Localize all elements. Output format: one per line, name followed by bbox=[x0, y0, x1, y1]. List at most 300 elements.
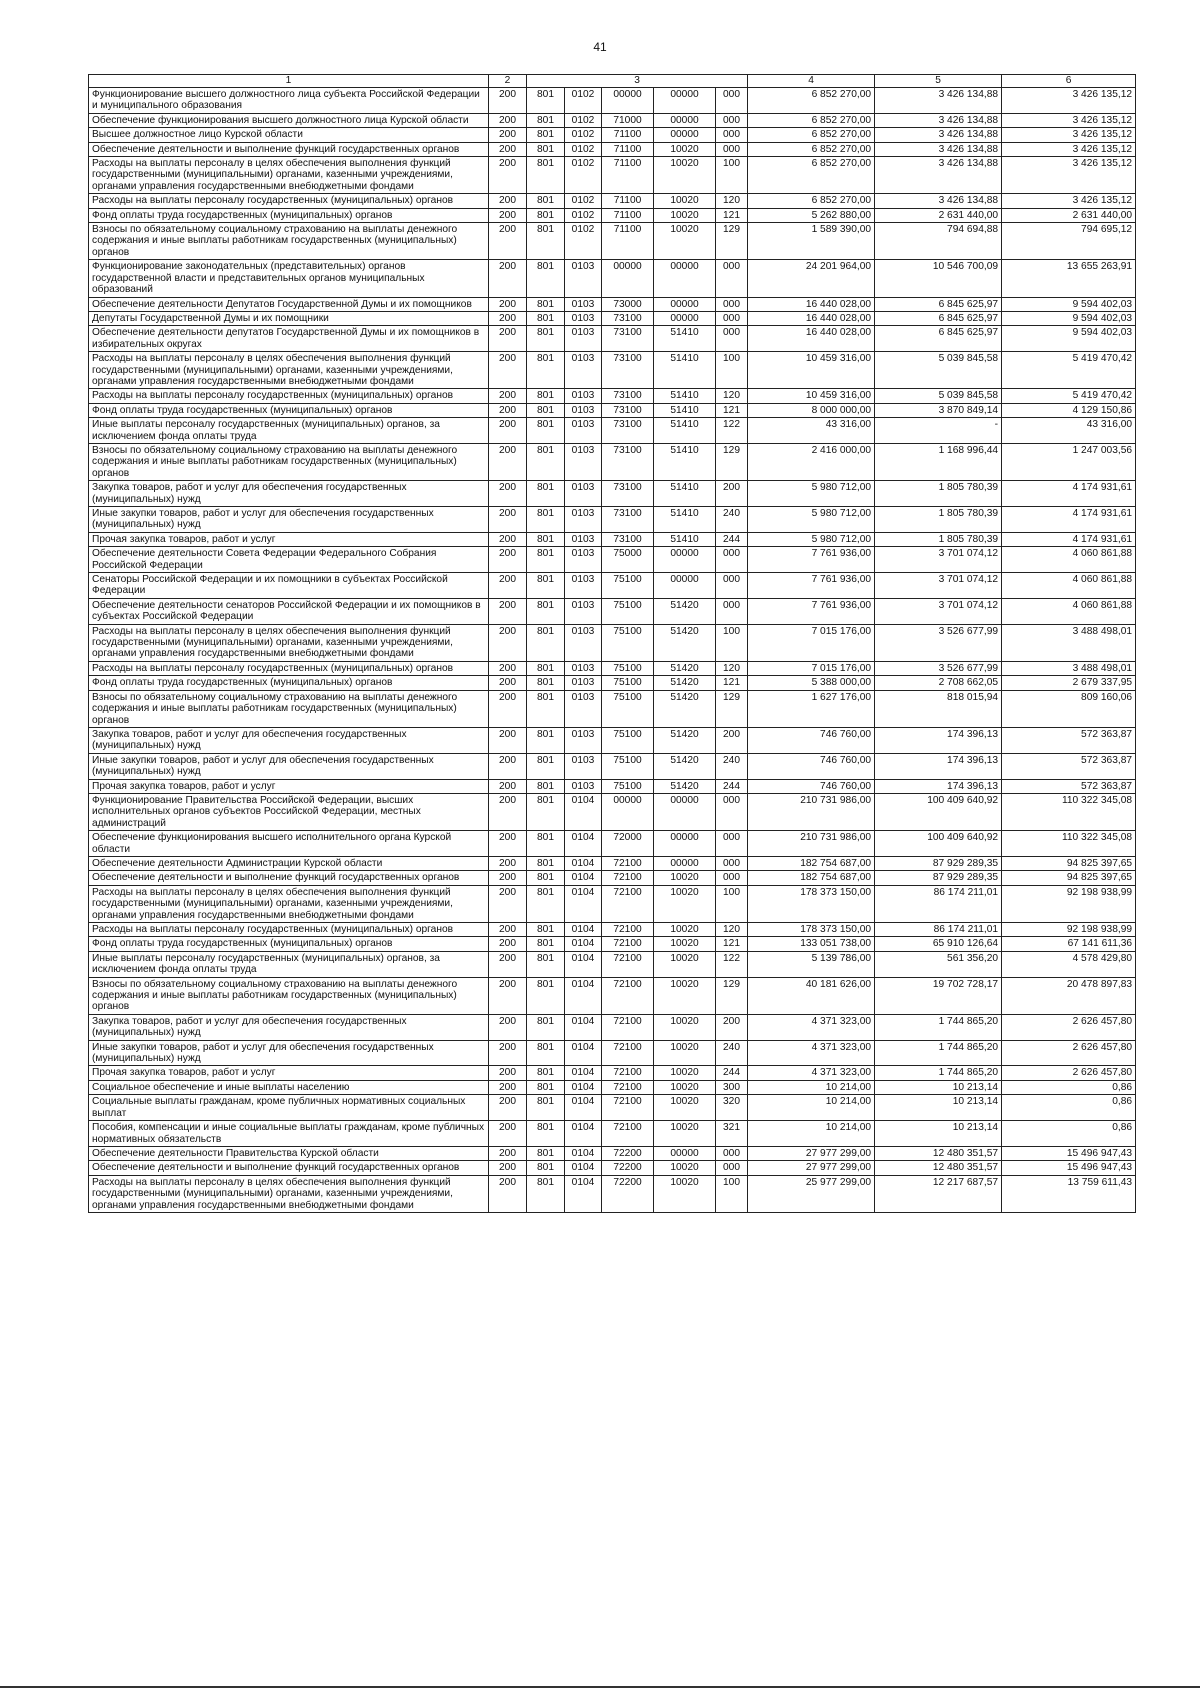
row-code-rz: 0102 bbox=[565, 208, 602, 222]
row-code-rz: 0103 bbox=[565, 403, 602, 417]
row-code-target-1: 72100 bbox=[602, 1080, 654, 1094]
row-code-target-2: 51410 bbox=[654, 443, 716, 480]
row-name: Закупка товаров, работ и услуг для обеспечения государственных (муниципальных) нужд bbox=[89, 1014, 489, 1040]
row-name: Обеспечение деятельности Депутатов Государственной Думы и их помощников bbox=[89, 297, 489, 311]
row-code-ved: 801 bbox=[527, 831, 565, 857]
row-value-5: 3 426 134,88 bbox=[875, 194, 1002, 208]
row-code-vr: 000 bbox=[716, 88, 748, 114]
row-value-6: 4 578 429,80 bbox=[1002, 951, 1136, 977]
row-code-rz: 0103 bbox=[565, 573, 602, 599]
row-code-ved: 801 bbox=[527, 297, 565, 311]
row-code-target-1: 75100 bbox=[602, 573, 654, 599]
row-code-rz: 0104 bbox=[565, 1161, 602, 1175]
row-code-grbs: 200 bbox=[489, 753, 527, 779]
row-code-grbs: 200 bbox=[489, 403, 527, 417]
row-name: Расходы на выплаты персоналу в целях обеспечения выполнения функций государственными (муниципальными) органами, казенными учреждениями, органами управления государственными внебюджетными фондами bbox=[89, 624, 489, 661]
row-name: Расходы на выплаты персоналу государственных (муниципальных) органов bbox=[89, 923, 489, 937]
row-code-ved: 801 bbox=[527, 352, 565, 389]
table-row bbox=[89, 624, 1136, 661]
row-value-6: 794 695,12 bbox=[1002, 223, 1136, 260]
row-code-grbs: 200 bbox=[489, 223, 527, 260]
row-code-ved: 801 bbox=[527, 1066, 565, 1080]
row-value-4: 10 214,00 bbox=[748, 1095, 875, 1121]
row-code-vr: 129 bbox=[716, 977, 748, 1014]
row-value-6: 9 594 402,03 bbox=[1002, 311, 1136, 325]
row-code-target-2: 00000 bbox=[654, 311, 716, 325]
row-name: Обеспечение деятельности Администрации Курской области bbox=[89, 856, 489, 870]
row-name: Социальное обеспечение и иные выплаты населению bbox=[89, 1080, 489, 1094]
row-name: Закупка товаров, работ и услуг для обеспечения государственных (муниципальных) нужд bbox=[89, 481, 489, 507]
header-col-6: 6 bbox=[1002, 75, 1136, 88]
table-row bbox=[89, 443, 1136, 480]
row-code-target-2: 51410 bbox=[654, 326, 716, 352]
row-value-5: 3 701 074,12 bbox=[875, 573, 1002, 599]
row-code-ved: 801 bbox=[527, 856, 565, 870]
row-code-ved: 801 bbox=[527, 753, 565, 779]
row-code-rz: 0104 bbox=[565, 793, 602, 830]
row-code-grbs: 200 bbox=[489, 1014, 527, 1040]
row-code-target-1: 73100 bbox=[602, 507, 654, 533]
row-code-target-1: 72100 bbox=[602, 923, 654, 937]
row-code-grbs: 200 bbox=[489, 573, 527, 599]
row-code-vr: 120 bbox=[716, 194, 748, 208]
row-value-4: 43 316,00 bbox=[748, 418, 875, 444]
row-value-6: 572 363,87 bbox=[1002, 727, 1136, 753]
row-code-target-2: 10020 bbox=[654, 157, 716, 194]
row-value-6: 2 631 440,00 bbox=[1002, 208, 1136, 222]
row-code-target-1: 71100 bbox=[602, 142, 654, 156]
row-code-rz: 0103 bbox=[565, 443, 602, 480]
row-code-ved: 801 bbox=[527, 624, 565, 661]
row-code-vr: 000 bbox=[716, 598, 748, 624]
row-code-rz: 0102 bbox=[565, 128, 602, 142]
row-code-rz: 0102 bbox=[565, 194, 602, 208]
row-value-4: 7 015 176,00 bbox=[748, 661, 875, 675]
row-code-grbs: 200 bbox=[489, 1095, 527, 1121]
row-code-target-1: 73100 bbox=[602, 418, 654, 444]
row-value-4: 5 980 712,00 bbox=[748, 532, 875, 546]
header-row bbox=[89, 75, 1136, 88]
row-name: Иные выплаты персоналу государственных (муниципальных) органов, за исключением фонда оплаты труда bbox=[89, 951, 489, 977]
row-code-rz: 0104 bbox=[565, 1146, 602, 1160]
row-code-grbs: 200 bbox=[489, 260, 527, 297]
row-code-target-2: 51420 bbox=[654, 779, 716, 793]
row-code-grbs: 200 bbox=[489, 937, 527, 951]
row-name: Прочая закупка товаров, работ и услуг bbox=[89, 1066, 489, 1080]
row-value-4: 1 589 390,00 bbox=[748, 223, 875, 260]
row-code-target-2: 00000 bbox=[654, 856, 716, 870]
row-code-rz: 0104 bbox=[565, 1121, 602, 1147]
row-value-5: 1 805 780,39 bbox=[875, 507, 1002, 533]
row-code-rz: 0104 bbox=[565, 1014, 602, 1040]
row-code-target-2: 10020 bbox=[654, 1161, 716, 1175]
row-code-grbs: 200 bbox=[489, 871, 527, 885]
row-value-6: 3 488 498,01 bbox=[1002, 624, 1136, 661]
row-value-4: 40 181 626,00 bbox=[748, 977, 875, 1014]
row-code-target-1: 73100 bbox=[602, 403, 654, 417]
row-code-grbs: 200 bbox=[489, 532, 527, 546]
row-code-grbs: 200 bbox=[489, 1080, 527, 1094]
row-value-6: 2 626 457,80 bbox=[1002, 1014, 1136, 1040]
row-code-ved: 801 bbox=[527, 260, 565, 297]
row-name: Расходы на выплаты персоналу в целях обеспечения выполнения функций государственными (муниципальными) органами, казенными учреждениями, органами управления государственными внебюджетными фондами bbox=[89, 157, 489, 194]
row-code-target-2: 51420 bbox=[654, 661, 716, 675]
row-code-ved: 801 bbox=[527, 326, 565, 352]
row-code-ved: 801 bbox=[527, 690, 565, 727]
row-code-grbs: 200 bbox=[489, 128, 527, 142]
row-value-5: 561 356,20 bbox=[875, 951, 1002, 977]
row-code-target-2: 51410 bbox=[654, 507, 716, 533]
row-code-grbs: 200 bbox=[489, 885, 527, 922]
row-name: Сенаторы Российской Федерации и их помощники в субъектах Российской Федерации bbox=[89, 573, 489, 599]
row-value-6: 13 759 611,43 bbox=[1002, 1175, 1136, 1212]
row-value-6: 0,86 bbox=[1002, 1095, 1136, 1121]
table-body bbox=[89, 88, 1136, 1213]
row-name: Фонд оплаты труда государственных (муниципальных) органов bbox=[89, 937, 489, 951]
row-code-target-2: 51410 bbox=[654, 532, 716, 546]
row-code-vr: 100 bbox=[716, 1175, 748, 1212]
row-code-grbs: 200 bbox=[489, 1146, 527, 1160]
row-code-target-2: 10020 bbox=[654, 937, 716, 951]
row-code-target-2: 00000 bbox=[654, 113, 716, 127]
row-code-ved: 801 bbox=[527, 1146, 565, 1160]
row-value-6: 9 594 402,03 bbox=[1002, 297, 1136, 311]
row-code-grbs: 200 bbox=[489, 831, 527, 857]
row-value-5: 100 409 640,92 bbox=[875, 831, 1002, 857]
row-value-5: 5 039 845,58 bbox=[875, 352, 1002, 389]
row-value-6: 1 247 003,56 bbox=[1002, 443, 1136, 480]
table-row bbox=[89, 1080, 1136, 1094]
row-name: Обеспечение деятельности депутатов Государственной Думы и их помощников в избирательных округах bbox=[89, 326, 489, 352]
row-value-6: 15 496 947,43 bbox=[1002, 1146, 1136, 1160]
row-value-6: 9 594 402,03 bbox=[1002, 326, 1136, 352]
row-code-rz: 0103 bbox=[565, 352, 602, 389]
table-row bbox=[89, 937, 1136, 951]
row-code-target-1: 75100 bbox=[602, 690, 654, 727]
row-code-rz: 0104 bbox=[565, 1066, 602, 1080]
row-value-6: 2 626 457,80 bbox=[1002, 1066, 1136, 1080]
row-value-5: 2 631 440,00 bbox=[875, 208, 1002, 222]
row-code-grbs: 200 bbox=[489, 793, 527, 830]
row-code-vr: 244 bbox=[716, 532, 748, 546]
row-code-target-1: 72100 bbox=[602, 856, 654, 870]
row-value-6: 43 316,00 bbox=[1002, 418, 1136, 444]
row-value-4: 210 731 986,00 bbox=[748, 831, 875, 857]
row-code-target-2: 00000 bbox=[654, 831, 716, 857]
row-value-4: 10 459 316,00 bbox=[748, 352, 875, 389]
row-code-ved: 801 bbox=[527, 661, 565, 675]
row-name: Пособия, компенсации и иные социальные выплаты гражданам, кроме публичных нормативных обязательств bbox=[89, 1121, 489, 1147]
row-code-target-1: 73100 bbox=[602, 532, 654, 546]
row-code-rz: 0102 bbox=[565, 88, 602, 114]
row-value-4: 4 371 323,00 bbox=[748, 1066, 875, 1080]
row-value-5: 65 910 126,64 bbox=[875, 937, 1002, 951]
row-code-ved: 801 bbox=[527, 1121, 565, 1147]
row-code-grbs: 200 bbox=[489, 661, 527, 675]
row-code-target-2: 10020 bbox=[654, 871, 716, 885]
row-name: Фонд оплаты труда государственных (муниципальных) органов bbox=[89, 403, 489, 417]
row-code-target-2: 00000 bbox=[654, 128, 716, 142]
row-name: Взносы по обязательному социальному страхованию на выплаты денежного содержания и иные выплаты работникам государственных (муниципальных) органов bbox=[89, 223, 489, 260]
row-value-6: 3 488 498,01 bbox=[1002, 661, 1136, 675]
header-col-3: 3 bbox=[527, 75, 748, 88]
row-code-ved: 801 bbox=[527, 113, 565, 127]
table-row bbox=[89, 208, 1136, 222]
row-code-vr: 000 bbox=[716, 113, 748, 127]
row-value-6: 67 141 611,36 bbox=[1002, 937, 1136, 951]
row-code-ved: 801 bbox=[527, 1080, 565, 1094]
budget-table-container bbox=[88, 74, 1135, 1213]
row-value-6: 4 129 150,86 bbox=[1002, 403, 1136, 417]
row-value-6: 572 363,87 bbox=[1002, 779, 1136, 793]
table-row bbox=[89, 690, 1136, 727]
row-name: Закупка товаров, работ и услуг для обеспечения государственных (муниципальных) нужд bbox=[89, 727, 489, 753]
row-value-6: 92 198 938,99 bbox=[1002, 923, 1136, 937]
row-value-5: 3 426 134,88 bbox=[875, 128, 1002, 142]
row-code-rz: 0102 bbox=[565, 142, 602, 156]
row-code-ved: 801 bbox=[527, 1040, 565, 1066]
row-name: Взносы по обязательному социальному страхованию на выплаты денежного содержания и иные выплаты работникам государственных (муниципальных) органов bbox=[89, 443, 489, 480]
row-code-ved: 801 bbox=[527, 507, 565, 533]
row-code-target-1: 73100 bbox=[602, 481, 654, 507]
row-value-4: 7 015 176,00 bbox=[748, 624, 875, 661]
row-code-vr: 100 bbox=[716, 624, 748, 661]
row-code-target-2: 51410 bbox=[654, 403, 716, 417]
row-code-target-2: 10020 bbox=[654, 1121, 716, 1147]
row-value-6: 5 419 470,42 bbox=[1002, 352, 1136, 389]
row-code-rz: 0103 bbox=[565, 311, 602, 325]
row-value-5: 3 426 134,88 bbox=[875, 113, 1002, 127]
row-code-grbs: 200 bbox=[489, 157, 527, 194]
row-value-4: 182 754 687,00 bbox=[748, 871, 875, 885]
row-value-4: 4 371 323,00 bbox=[748, 1040, 875, 1066]
row-code-rz: 0104 bbox=[565, 1040, 602, 1066]
row-code-target-2: 51420 bbox=[654, 676, 716, 690]
row-code-vr: 000 bbox=[716, 260, 748, 297]
row-value-4: 7 761 936,00 bbox=[748, 547, 875, 573]
row-value-5: 3 701 074,12 bbox=[875, 598, 1002, 624]
row-code-target-2: 51410 bbox=[654, 481, 716, 507]
row-code-target-1: 72200 bbox=[602, 1146, 654, 1160]
table-row bbox=[89, 951, 1136, 977]
row-code-ved: 801 bbox=[527, 389, 565, 403]
row-code-target-2: 10020 bbox=[654, 977, 716, 1014]
row-value-6: 92 198 938,99 bbox=[1002, 885, 1136, 922]
row-name: Прочая закупка товаров, работ и услуг bbox=[89, 532, 489, 546]
row-value-5: 6 845 625,97 bbox=[875, 311, 1002, 325]
row-value-5: 174 396,13 bbox=[875, 779, 1002, 793]
row-value-6: 4 174 931,61 bbox=[1002, 481, 1136, 507]
row-name: Функционирование высшего должностного лица субъекта Российской Федерации и муниципального образования bbox=[89, 88, 489, 114]
row-code-vr: 000 bbox=[716, 547, 748, 573]
row-code-grbs: 200 bbox=[489, 624, 527, 661]
row-code-grbs: 200 bbox=[489, 507, 527, 533]
row-value-4: 16 440 028,00 bbox=[748, 297, 875, 311]
row-code-target-2: 00000 bbox=[654, 260, 716, 297]
row-value-6: 4 060 861,88 bbox=[1002, 573, 1136, 599]
row-value-6: 572 363,87 bbox=[1002, 753, 1136, 779]
row-value-6: 3 426 135,12 bbox=[1002, 113, 1136, 127]
row-value-5: 10 213,14 bbox=[875, 1121, 1002, 1147]
row-code-target-2: 51420 bbox=[654, 624, 716, 661]
row-code-vr: 200 bbox=[716, 727, 748, 753]
row-code-ved: 801 bbox=[527, 779, 565, 793]
row-code-target-2: 51420 bbox=[654, 598, 716, 624]
row-code-rz: 0102 bbox=[565, 157, 602, 194]
row-value-6: 809 160,06 bbox=[1002, 690, 1136, 727]
row-value-6: 0,86 bbox=[1002, 1080, 1136, 1094]
row-code-target-1: 72100 bbox=[602, 977, 654, 1014]
table-row bbox=[89, 128, 1136, 142]
row-name: Обеспечение деятельности Совета Федерации Федерального Собрания Российской Федерации bbox=[89, 547, 489, 573]
row-value-4: 2 416 000,00 bbox=[748, 443, 875, 480]
table-row bbox=[89, 871, 1136, 885]
row-code-target-1: 75100 bbox=[602, 676, 654, 690]
page-bottom-rule bbox=[0, 1686, 1200, 1688]
row-code-target-2: 10020 bbox=[654, 1066, 716, 1080]
row-code-target-2: 10020 bbox=[654, 1175, 716, 1212]
table-row bbox=[89, 977, 1136, 1014]
row-code-grbs: 200 bbox=[489, 142, 527, 156]
row-code-vr: 000 bbox=[716, 793, 748, 830]
row-code-rz: 0103 bbox=[565, 532, 602, 546]
row-name: Прочая закупка товаров, работ и услуг bbox=[89, 779, 489, 793]
row-value-4: 6 852 270,00 bbox=[748, 128, 875, 142]
row-code-rz: 0104 bbox=[565, 1095, 602, 1121]
row-code-ved: 801 bbox=[527, 1161, 565, 1175]
table-row bbox=[89, 481, 1136, 507]
row-name: Расходы на выплаты персоналу государственных (муниципальных) органов bbox=[89, 194, 489, 208]
row-code-target-2: 10020 bbox=[654, 194, 716, 208]
row-code-ved: 801 bbox=[527, 481, 565, 507]
row-value-4: 27 977 299,00 bbox=[748, 1146, 875, 1160]
row-code-ved: 801 bbox=[527, 676, 565, 690]
row-value-4: 178 373 150,00 bbox=[748, 885, 875, 922]
row-value-5: 1 744 865,20 bbox=[875, 1040, 1002, 1066]
row-code-target-1: 73100 bbox=[602, 443, 654, 480]
row-value-6: 94 825 397,65 bbox=[1002, 871, 1136, 885]
row-name: Депутаты Государственной Думы и их помощники bbox=[89, 311, 489, 325]
row-code-vr: 000 bbox=[716, 1161, 748, 1175]
row-value-5: 12 480 351,57 bbox=[875, 1146, 1002, 1160]
row-code-vr: 100 bbox=[716, 352, 748, 389]
row-code-rz: 0104 bbox=[565, 871, 602, 885]
row-name: Обеспечение деятельности сенаторов Российской Федерации и их помощников в субъектах Российской Федерации bbox=[89, 598, 489, 624]
row-value-4: 5 262 880,00 bbox=[748, 208, 875, 222]
row-name: Обеспечение деятельности и выполнение функций государственных органов bbox=[89, 871, 489, 885]
row-code-vr: 129 bbox=[716, 443, 748, 480]
row-code-grbs: 200 bbox=[489, 389, 527, 403]
row-code-target-1: 75100 bbox=[602, 753, 654, 779]
row-code-vr: 000 bbox=[716, 326, 748, 352]
row-value-4: 178 373 150,00 bbox=[748, 923, 875, 937]
row-name: Расходы на выплаты персоналу в целях обеспечения выполнения функций государственными (муниципальными) органами, казенными учреждениями, органами управления государственными внебюджетными фондами bbox=[89, 352, 489, 389]
row-value-5: 100 409 640,92 bbox=[875, 793, 1002, 830]
row-value-6: 3 426 135,12 bbox=[1002, 142, 1136, 156]
row-code-vr: 000 bbox=[716, 831, 748, 857]
row-code-rz: 0103 bbox=[565, 481, 602, 507]
row-code-grbs: 200 bbox=[489, 1040, 527, 1066]
row-value-6: 4 174 931,61 bbox=[1002, 532, 1136, 546]
table-row bbox=[89, 779, 1136, 793]
row-value-6: 4 060 861,88 bbox=[1002, 598, 1136, 624]
row-code-target-2: 00000 bbox=[654, 573, 716, 599]
row-value-5: 86 174 211,01 bbox=[875, 885, 1002, 922]
row-value-6: 3 426 135,12 bbox=[1002, 88, 1136, 114]
table-row bbox=[89, 389, 1136, 403]
row-code-vr: 000 bbox=[716, 311, 748, 325]
row-code-target-2: 10020 bbox=[654, 951, 716, 977]
row-code-vr: 000 bbox=[716, 297, 748, 311]
row-code-target-2: 00000 bbox=[654, 793, 716, 830]
row-code-vr: 121 bbox=[716, 403, 748, 417]
row-code-vr: 129 bbox=[716, 223, 748, 260]
row-code-ved: 801 bbox=[527, 1095, 565, 1121]
row-value-5: 1 168 996,44 bbox=[875, 443, 1002, 480]
row-code-grbs: 200 bbox=[489, 1175, 527, 1212]
row-value-6: 110 322 345,08 bbox=[1002, 831, 1136, 857]
row-code-grbs: 200 bbox=[489, 951, 527, 977]
row-value-5: 10 546 700,09 bbox=[875, 260, 1002, 297]
row-code-rz: 0104 bbox=[565, 885, 602, 922]
table-row bbox=[89, 326, 1136, 352]
table-row bbox=[89, 88, 1136, 114]
row-name: Иные закупки товаров, работ и услуг для обеспечения государственных (муниципальных) нужд bbox=[89, 507, 489, 533]
row-code-rz: 0103 bbox=[565, 297, 602, 311]
row-value-4: 133 051 738,00 bbox=[748, 937, 875, 951]
row-name: Фонд оплаты труда государственных (муниципальных) органов bbox=[89, 676, 489, 690]
row-code-vr: 120 bbox=[716, 389, 748, 403]
row-value-5: 1 744 865,20 bbox=[875, 1066, 1002, 1080]
row-value-5: 2 708 662,05 bbox=[875, 676, 1002, 690]
row-code-ved: 801 bbox=[527, 885, 565, 922]
row-code-grbs: 200 bbox=[489, 690, 527, 727]
row-value-6: 3 426 135,12 bbox=[1002, 194, 1136, 208]
row-code-vr: 000 bbox=[716, 573, 748, 599]
table-row bbox=[89, 1095, 1136, 1121]
row-value-4: 8 000 000,00 bbox=[748, 403, 875, 417]
row-code-grbs: 200 bbox=[489, 977, 527, 1014]
table-row bbox=[89, 727, 1136, 753]
table-row bbox=[89, 1040, 1136, 1066]
row-code-target-2: 10020 bbox=[654, 885, 716, 922]
row-code-target-2: 51410 bbox=[654, 389, 716, 403]
row-value-5: 6 845 625,97 bbox=[875, 297, 1002, 311]
row-code-target-1: 71100 bbox=[602, 128, 654, 142]
header-col-2: 2 bbox=[489, 75, 527, 88]
row-code-ved: 801 bbox=[527, 951, 565, 977]
row-code-ved: 801 bbox=[527, 194, 565, 208]
table-row bbox=[89, 573, 1136, 599]
row-code-target-1: 00000 bbox=[602, 260, 654, 297]
row-code-target-2: 51420 bbox=[654, 727, 716, 753]
table-row bbox=[89, 1014, 1136, 1040]
row-value-5: 1 805 780,39 bbox=[875, 481, 1002, 507]
row-code-vr: 320 bbox=[716, 1095, 748, 1121]
row-value-5: 3 526 677,99 bbox=[875, 624, 1002, 661]
row-code-target-2: 51420 bbox=[654, 753, 716, 779]
row-name: Социальные выплаты гражданам, кроме публичных нормативных социальных выплат bbox=[89, 1095, 489, 1121]
row-code-grbs: 200 bbox=[489, 297, 527, 311]
row-code-vr: 120 bbox=[716, 661, 748, 675]
row-value-4: 6 852 270,00 bbox=[748, 142, 875, 156]
row-code-vr: 244 bbox=[716, 1066, 748, 1080]
row-code-target-1: 72100 bbox=[602, 1121, 654, 1147]
row-code-target-2: 10020 bbox=[654, 223, 716, 260]
row-name: Обеспечение деятельности и выполнение функций государственных органов bbox=[89, 1161, 489, 1175]
row-code-grbs: 200 bbox=[489, 352, 527, 389]
row-code-ved: 801 bbox=[527, 793, 565, 830]
